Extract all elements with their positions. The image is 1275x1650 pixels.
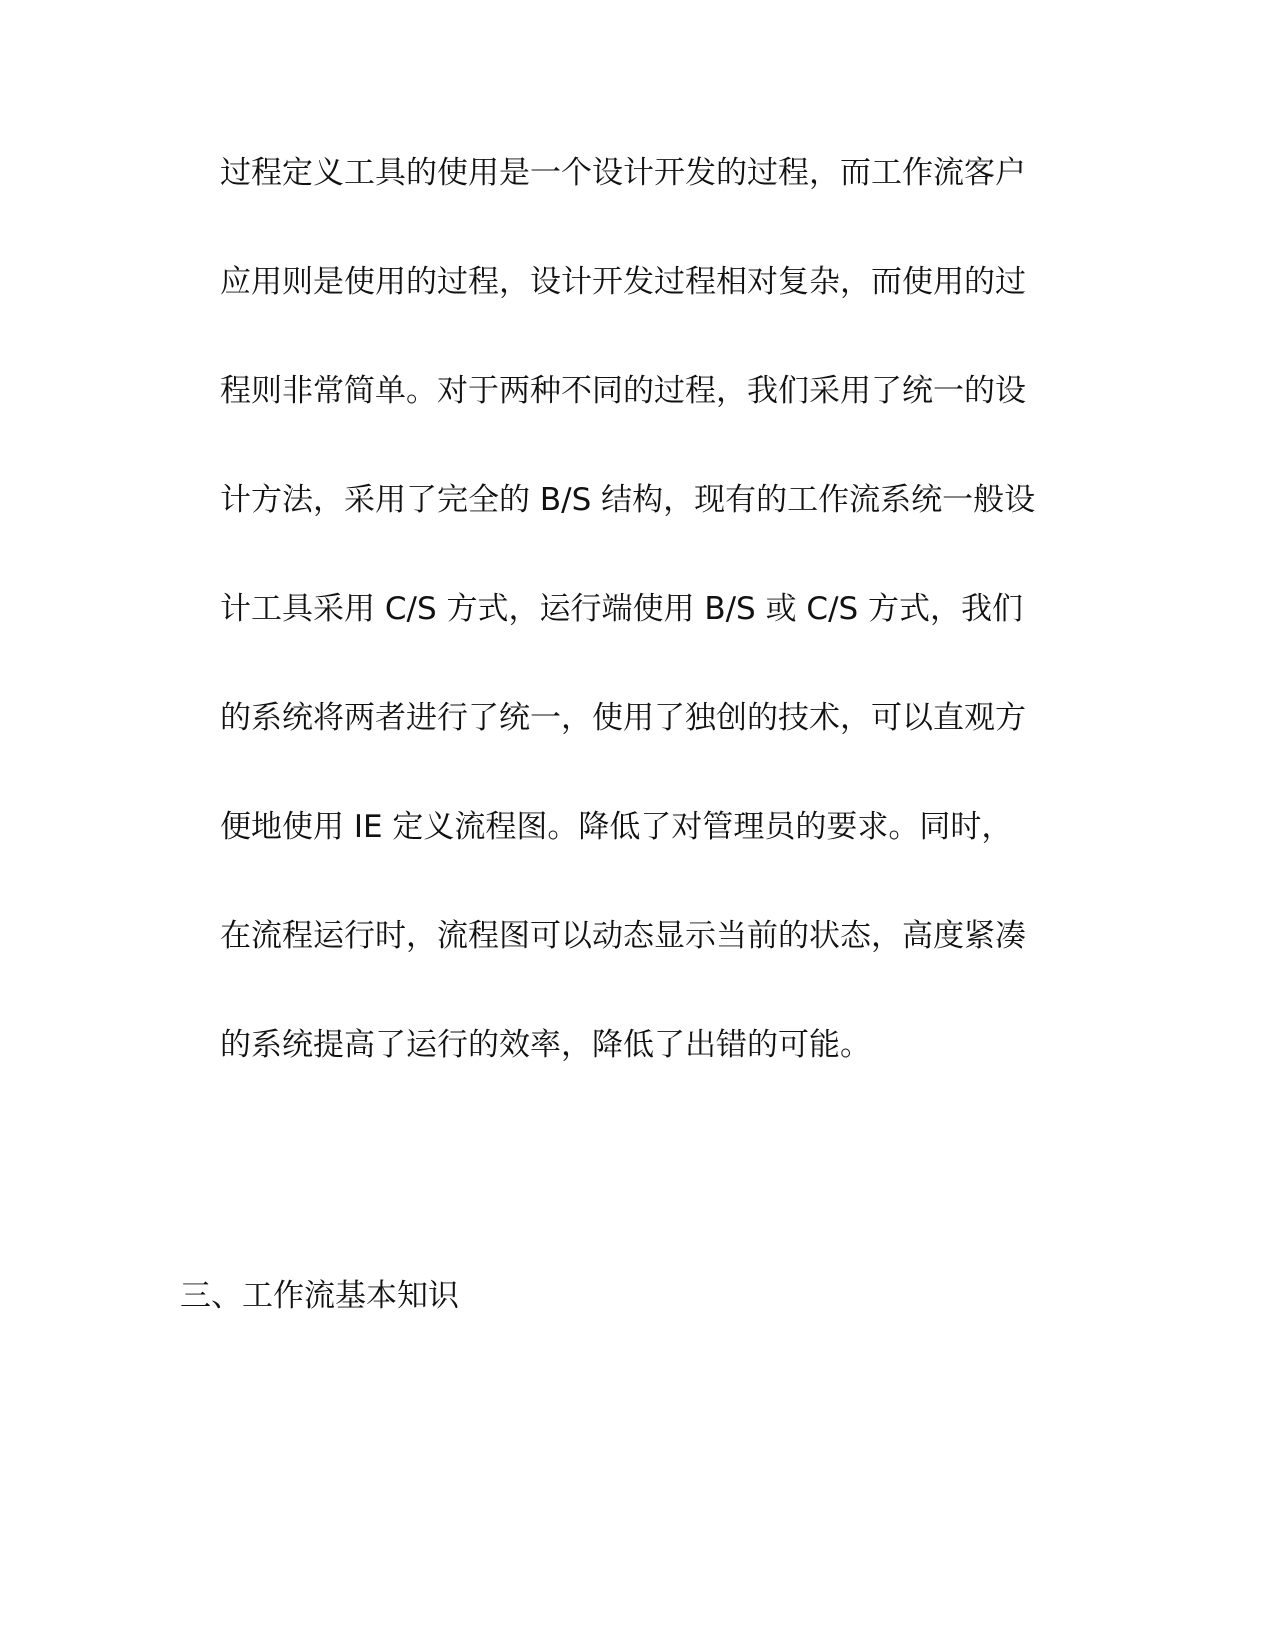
body-paragraph: [220, 145, 1050, 1126]
paragraph-line-9: 的系统提高了运行的效率，降低了出错的可能。: [220, 1027, 871, 1063]
section-heading: 三、工作流基本知识: [180, 1278, 459, 1314]
paragraph-line-6: 的系统将两者进行了统一，使用了独创的技术，可以直观方: [220, 700, 1026, 736]
paragraph-line-4: 计方法，采用了完全的 B/S 结构，现有的工作流系统一般设: [220, 482, 1036, 518]
paragraph-line-5: 计工具采用 C/S 方式，运行端使用 B/S 或 C/S 方式，我们: [220, 591, 1024, 627]
paragraph-line-8: 在流程运行时，流程图可以动态显示当前的状态，高度紧凑: [220, 918, 1026, 954]
paragraph-line-2: 应用则是使用的过程，设计开发过程相对复杂，而使用的过: [220, 264, 1026, 300]
paragraph-line-7: 便地使用 IE 定义流程图。降低了对管理员的要求。同时，: [220, 809, 1013, 845]
paragraph-line-3: 程则非常简单。对于两种不同的过程，我们采用了统一的设: [220, 373, 1026, 409]
paragraph-line-1: 过程定义工具的使用是一个设计开发的过程，而工作流客户: [220, 155, 1026, 191]
